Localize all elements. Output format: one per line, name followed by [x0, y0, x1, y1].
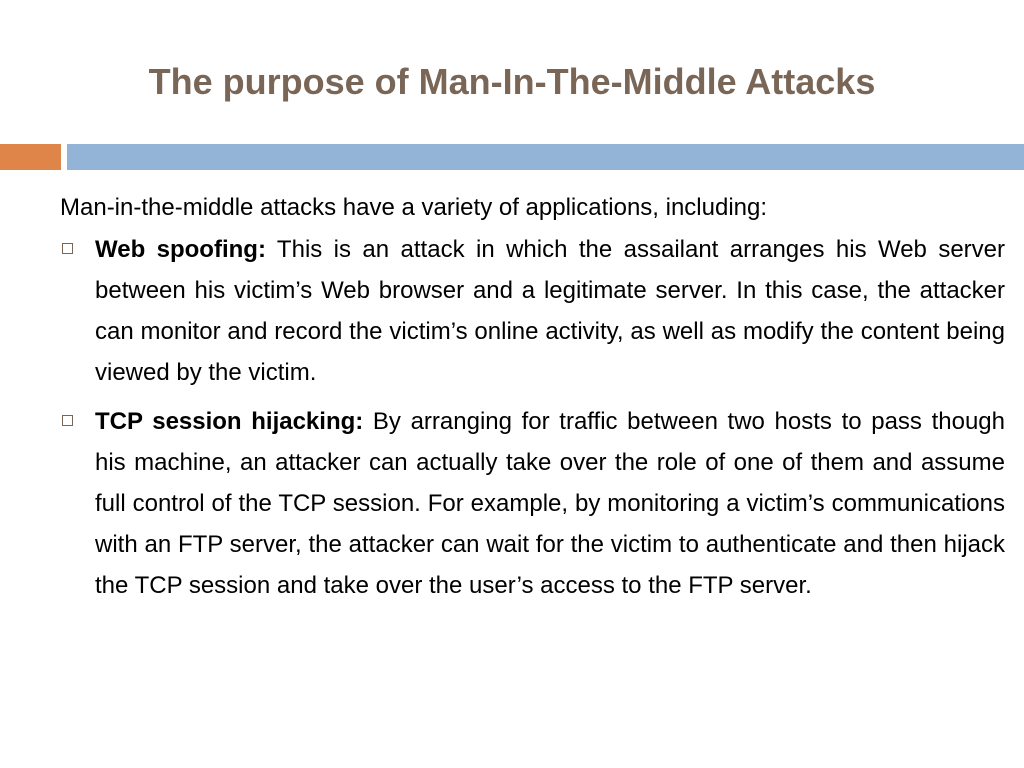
bullet-item-tcp-session-hijacking: [60, 401, 1005, 606]
blue-accent-bar: [67, 144, 1024, 170]
square-bullet-icon: [62, 243, 73, 254]
bullet-term: Web spoofing:: [95, 236, 266, 263]
square-bullet-icon: [62, 415, 73, 426]
intro-text: Man-in-the-middle attacks have a variety of applications, including:: [60, 194, 768, 221]
orange-accent-bar: [0, 144, 61, 170]
bullet-term: TCP session hijacking:: [95, 408, 364, 435]
slide-body: [60, 190, 1005, 614]
bullet-item-web-spoofing: [60, 229, 1005, 393]
bullet-text: This is an attack in which the assailant arranges his Web server between his victim’s Web browser and a legitimate server. In this case, the attacker can monitor and record the victim’s online activity, as well as modify the content being viewed by the victim.: [95, 236, 1005, 386]
bullet-text: By arranging for traffic between two hosts to pass though his machine, an attacker can actually take over the role of one of them and assume full control of the TCP session. For example, by monitoring a victim’s communications with an FTP server, the attacker can wait for the victim to authenticate and then hijack the TCP session and take over the user’s access to the FTP server.: [95, 408, 1005, 599]
slide-title: The purpose of Man-In-The-Middle Attacks: [148, 61, 876, 102]
